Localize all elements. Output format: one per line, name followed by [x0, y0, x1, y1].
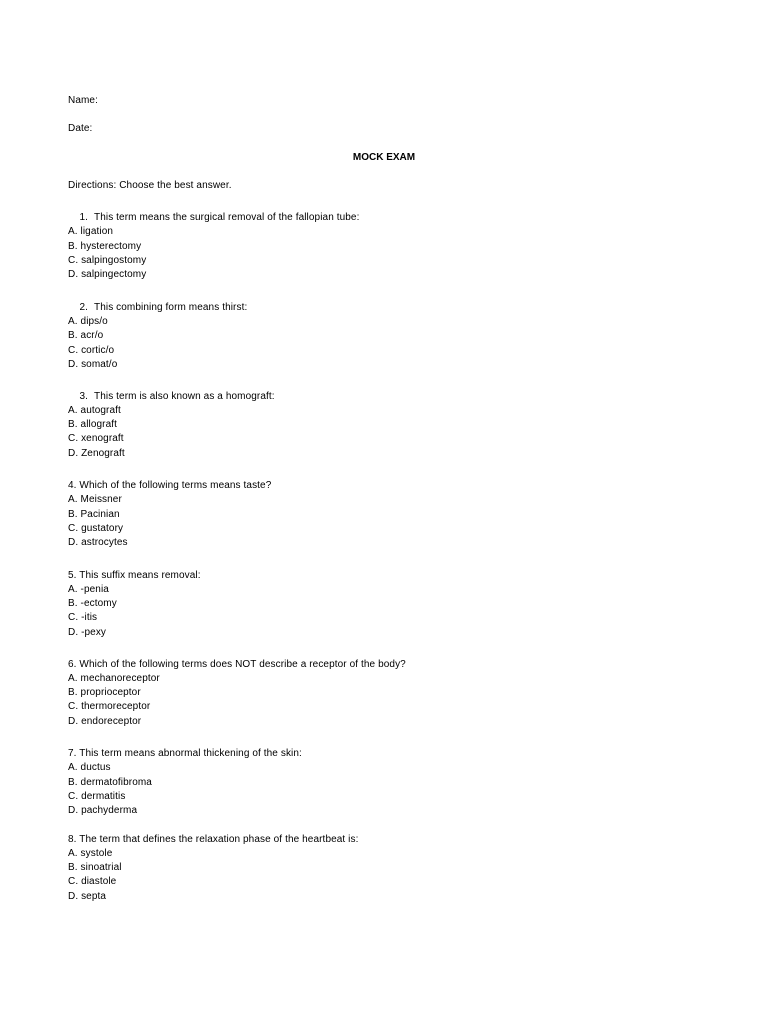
option-2b: B. acr/o — [68, 330, 104, 341]
option-2a: A. dips/o — [68, 316, 108, 327]
option-1c: C. salpingostomy — [68, 255, 147, 266]
option-6b: B. proprioceptor — [68, 687, 141, 698]
question-1 — [68, 212, 359, 224]
option-8a: A. systole — [68, 848, 113, 859]
question-text: This term means the surgical removal of the fallopian tube: — [94, 212, 360, 223]
option-7d: D. pachyderma — [68, 805, 138, 816]
option-6d: D. endoreceptor — [68, 716, 142, 727]
question-text: This term is also known as a homograft: — [94, 391, 275, 402]
question-3 — [68, 391, 275, 403]
name-label: Name: — [68, 95, 98, 106]
option-2d: D. somat/o — [68, 359, 118, 370]
question-6: 6. Which of the following terms does NOT describe a receptor of the body? — [68, 659, 406, 670]
question-5: 5. This suffix means removal: — [68, 570, 201, 581]
option-4d: D. astrocytes — [68, 537, 128, 548]
question-number: 3. — [79, 391, 88, 402]
option-7a: A. ductus — [68, 762, 111, 773]
option-8d: D. septa — [68, 891, 107, 902]
option-6c: C. thermoreceptor — [68, 701, 151, 712]
option-5b: B. -ectomy — [68, 598, 117, 609]
option-2c: C. cortic/o — [68, 345, 115, 356]
question-text: This combining form means thirst: — [94, 302, 248, 313]
date-label: Date: — [68, 123, 93, 134]
option-8b: B. sinoatrial — [68, 862, 122, 873]
question-number: 1. — [79, 212, 88, 223]
page-title: MOCK EXAM — [352, 152, 416, 163]
option-5a: A. -penia — [68, 584, 109, 595]
option-5d: D. -pexy — [68, 627, 107, 638]
option-1d: D. salpingectomy — [68, 269, 147, 280]
option-3b: B. allograft — [68, 419, 118, 430]
option-5c: C. -itis — [68, 612, 98, 623]
option-3a: A. autograft — [68, 405, 121, 416]
option-4a: A. Meissner — [68, 494, 122, 505]
option-1b: B. hysterectomy — [68, 241, 142, 252]
question-4: 4. Which of the following terms means taste? — [68, 480, 272, 491]
question-8: 8. The term that defines the relaxation phase of the heartbeat is: — [68, 834, 359, 845]
option-1a: A. ligation — [68, 226, 114, 237]
option-6a: A. mechanoreceptor — [68, 673, 160, 684]
option-3d: D. Zenograft — [68, 448, 125, 459]
question-2 — [68, 302, 247, 314]
question-7: 7. This term means abnormal thickening of the skin: — [68, 748, 302, 759]
question-number: 2. — [79, 302, 88, 313]
option-4b: B. Pacinian — [68, 509, 120, 520]
directions-text: Directions: Choose the best answer. — [68, 180, 232, 191]
option-7b: B. dermatofibroma — [68, 777, 152, 788]
option-8c: C. diastole — [68, 876, 117, 887]
option-3c: C. xenograft — [68, 433, 124, 444]
option-4c: C. gustatory — [68, 523, 124, 534]
option-7c: C. dermatitis — [68, 791, 126, 802]
